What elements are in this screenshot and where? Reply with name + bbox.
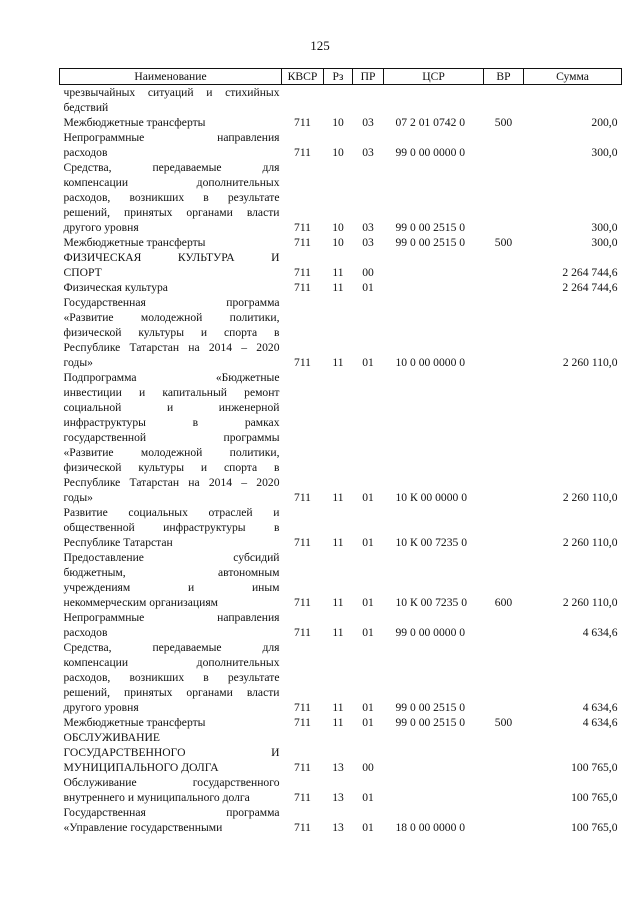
- table-row: [60, 250, 622, 280]
- row-vr: 500: [494, 716, 513, 729]
- row-vr: [484, 280, 524, 295]
- row-name: [60, 730, 282, 775]
- row-pr: 01: [362, 491, 374, 504]
- row-name-line: общественной инфраструктуры в: [63, 521, 280, 534]
- row-name-line: годы»: [63, 356, 93, 369]
- row-name-line: Государственная программа: [63, 296, 280, 309]
- row-sum: 2 260 110,0: [562, 536, 618, 549]
- table-row: [60, 280, 622, 295]
- table-row: [60, 160, 622, 235]
- table-row: [60, 775, 622, 805]
- row-rz: 10: [332, 116, 344, 129]
- row-kvsr: 711: [294, 266, 311, 279]
- row-name-line: Развитие социальных отраслей и: [63, 506, 280, 519]
- row-vr: [484, 370, 524, 505]
- row-name: [60, 715, 282, 730]
- table-header-row: [60, 69, 622, 85]
- row-csr: [384, 775, 484, 805]
- row-rz: 11: [332, 596, 344, 609]
- row-kvsr: 711: [294, 536, 311, 549]
- row-rz: 11: [332, 716, 344, 729]
- row-name-line: Межбюджетные трансферты: [63, 716, 206, 729]
- table-row: [60, 505, 622, 550]
- budget-table: [59, 68, 622, 835]
- row-vr: [484, 610, 524, 640]
- header-kvsr: КВСР: [282, 69, 324, 85]
- row-name-line: Предоставление субсидий: [63, 551, 280, 564]
- row-csr: 99 0 00 0000 0: [395, 146, 466, 159]
- row-name-line: МУНИЦИПАЛЬНОГО ДОЛГА: [63, 761, 219, 774]
- row-name-line: «Развитие молодежной политики,: [63, 446, 280, 459]
- row-rz: 13: [332, 821, 344, 834]
- row-sum: 300,0: [591, 221, 618, 234]
- row-name-line: Республике Татарстан: [63, 536, 173, 549]
- row-rz: 10: [332, 236, 344, 249]
- row-vr: [484, 505, 524, 550]
- header-pr: ПР: [353, 69, 384, 85]
- row-sum: 200,0: [591, 116, 618, 129]
- row-csr: [384, 730, 484, 775]
- row-sum: 300,0: [591, 236, 618, 249]
- header-sum: Сумма: [524, 69, 622, 85]
- row-csr: 07 2 01 0742 0: [395, 116, 466, 129]
- row-name-line: Подпрограмма «Бюджетные: [63, 371, 280, 384]
- table-row: [60, 550, 622, 610]
- row-name-line: бюджетным, автономным: [63, 566, 280, 579]
- header-vr: ВР: [484, 69, 524, 85]
- row-pr: 03: [362, 236, 374, 249]
- table-row: [60, 235, 622, 250]
- row-sum: 100 765,0: [571, 761, 618, 774]
- row-pr: 01: [362, 821, 374, 834]
- row-name-line: ГОСУДАРСТВЕННОГО И: [63, 746, 280, 759]
- table-row: [60, 370, 622, 505]
- row-name-line: годы»: [63, 491, 93, 504]
- row-name-line: Государственная программа: [63, 806, 280, 819]
- row-csr: 99 0 00 2515 0: [395, 701, 466, 714]
- row-rz: 13: [332, 761, 344, 774]
- row-sum: 100 765,0: [571, 791, 618, 804]
- row-name-line: физической культуры и спорта в: [63, 461, 280, 474]
- row-csr: [384, 280, 484, 295]
- table-row: [60, 295, 622, 370]
- row-name: [60, 805, 282, 835]
- row-name-line: другого уровня: [63, 221, 139, 234]
- row-vr: 500: [494, 116, 513, 129]
- row-rz: 11: [332, 536, 344, 549]
- row-kvsr: 711: [294, 491, 311, 504]
- row-csr: 99 0 00 2515 0: [395, 236, 466, 249]
- row-csr: 10 0 00 0000 0: [395, 356, 466, 369]
- row-kvsr: 711: [294, 596, 311, 609]
- row-kvsr: 711: [294, 716, 311, 729]
- row-name-line: СПОРТ: [63, 266, 102, 279]
- row-csr: 10 К 00 7235 0: [395, 596, 467, 609]
- row-kvsr: 711: [294, 221, 311, 234]
- row-name-line: ФИЗИЧЕСКАЯ КУЛЬТУРА И: [63, 251, 280, 264]
- row-kvsr: 711: [294, 626, 311, 639]
- row-sum: 2 260 110,0: [562, 356, 618, 369]
- row-name: [60, 775, 282, 805]
- row-name-line: Обслуживание государственного: [63, 776, 280, 789]
- row-sum: [524, 85, 622, 116]
- row-rz: 13: [332, 791, 344, 804]
- row-name-line: расходов: [63, 146, 108, 159]
- row-name-line: Физическая культура: [63, 281, 168, 294]
- row-name-line: решений, принятых органами власти: [63, 206, 280, 219]
- row-pr: 01: [362, 716, 374, 729]
- row-name: [60, 130, 282, 160]
- row-rz: 11: [332, 626, 344, 639]
- row-name-line: решений, принятых органами власти: [63, 686, 280, 699]
- row-vr: [484, 295, 524, 370]
- row-csr: 10 К 00 7235 0: [395, 536, 467, 549]
- row-vr: [484, 130, 524, 160]
- row-pr: 00: [362, 761, 374, 774]
- row-name: [60, 115, 282, 130]
- row-name: [60, 610, 282, 640]
- row-sum: 4 634,6: [582, 701, 618, 714]
- row-pr: [353, 85, 384, 116]
- row-pr: 01: [362, 701, 374, 714]
- row-name: [60, 370, 282, 505]
- row-csr: 10 К 00 0000 0: [395, 491, 467, 504]
- row-pr: 03: [362, 116, 374, 129]
- row-name: [60, 550, 282, 610]
- row-sum: 2 260 110,0: [562, 491, 618, 504]
- row-rz: 11: [332, 266, 344, 279]
- row-name-line: ОБСЛУЖИВАНИЕ: [63, 731, 160, 744]
- row-name-line: инвестиции и капитальный ремонт: [63, 386, 280, 399]
- row-csr: 18 0 00 0000 0: [395, 821, 466, 834]
- row-name-line: бедствий: [63, 101, 109, 114]
- header-rz: Рз: [324, 69, 353, 85]
- table-row: [60, 730, 622, 775]
- row-name-line: компенсации дополнительных: [63, 656, 280, 669]
- row-name-line: расходов: [63, 626, 108, 639]
- row-vr: [484, 250, 524, 280]
- row-name: [60, 160, 282, 235]
- row-name: [60, 85, 282, 116]
- row-rz: 11: [332, 356, 344, 369]
- row-csr: [384, 85, 484, 116]
- row-vr: [484, 775, 524, 805]
- table-row: [60, 715, 622, 730]
- row-kvsr: 711: [294, 791, 311, 804]
- row-vr: 500: [494, 236, 513, 249]
- header-name: Наименование: [60, 69, 282, 85]
- row-csr: 99 0 00 2515 0: [395, 716, 466, 729]
- row-kvsr: 711: [294, 761, 311, 774]
- row-pr: 01: [362, 536, 374, 549]
- table-row: [60, 610, 622, 640]
- row-sum: 4 634,6: [582, 716, 618, 729]
- row-sum: 2 260 110,0: [562, 596, 618, 609]
- row-name-line: Республике Татарстан на 2014 – 2020: [63, 476, 280, 489]
- row-vr: [484, 730, 524, 775]
- page-number: 125: [310, 38, 330, 53]
- row-name-line: Средства, передаваемые для: [63, 641, 280, 654]
- row-pr: 01: [362, 596, 374, 609]
- row-kvsr: 711: [294, 281, 311, 294]
- row-sum: 4 634,6: [582, 626, 618, 639]
- row-name-line: Непрограммные направления: [63, 611, 280, 624]
- row-name-line: физической культуры и спорта в: [63, 326, 280, 339]
- row-name-line: компенсации дополнительных: [63, 176, 280, 189]
- row-name-line: Межбюджетные трансферты: [63, 116, 206, 129]
- row-vr: [484, 640, 524, 715]
- row-vr: [484, 805, 524, 835]
- row-name: [60, 505, 282, 550]
- row-pr: 03: [362, 221, 374, 234]
- table-row: [60, 130, 622, 160]
- row-pr: 01: [362, 626, 374, 639]
- row-kvsr: 711: [294, 146, 311, 159]
- table-row: [60, 805, 622, 835]
- row-name-line: Непрограммные направления: [63, 131, 280, 144]
- row-vr: [484, 160, 524, 235]
- row-name-line: расходов, возникших в результате: [63, 671, 280, 684]
- row-kvsr: 711: [294, 821, 311, 834]
- row-name-line: чрезвычайных ситуаций и стихийных: [63, 86, 280, 99]
- row-name-line: «Управление государственными: [63, 821, 223, 834]
- row-name-line: внутреннего и муниципального долга: [63, 791, 250, 804]
- row-name-line: инфраструктуры в рамках: [63, 416, 280, 429]
- row-rz: 11: [332, 701, 344, 714]
- table-row: [60, 85, 622, 116]
- row-kvsr: 711: [294, 116, 311, 129]
- row-name: [60, 250, 282, 280]
- row-pr: 01: [362, 356, 374, 369]
- header-csr: ЦСР: [384, 69, 484, 85]
- row-pr: 03: [362, 146, 374, 159]
- row-name: [60, 295, 282, 370]
- row-csr: 99 0 00 0000 0: [395, 626, 466, 639]
- row-rz: 10: [332, 146, 344, 159]
- table-row: [60, 640, 622, 715]
- table-row: [60, 115, 622, 130]
- row-name-line: государственной программы: [63, 431, 280, 444]
- row-kvsr: [282, 85, 324, 116]
- row-kvsr: 711: [294, 701, 311, 714]
- row-kvsr: 711: [294, 356, 311, 369]
- row-name-line: некоммерческим организациям: [63, 596, 218, 609]
- row-pr: 01: [362, 791, 374, 804]
- row-sum: 100 765,0: [571, 821, 618, 834]
- row-name-line: Средства, передаваемые для: [63, 161, 280, 174]
- row-kvsr: 711: [294, 236, 311, 249]
- row-name-line: Межбюджетные трансферты: [63, 236, 206, 249]
- row-name-line: другого уровня: [63, 701, 139, 714]
- row-sum: 300,0: [591, 146, 618, 159]
- row-pr: 00: [362, 266, 374, 279]
- row-name-line: Республике Татарстан на 2014 – 2020: [63, 341, 280, 354]
- row-rz: 11: [332, 491, 344, 504]
- row-vr: 600: [494, 596, 513, 609]
- row-csr: [384, 250, 484, 280]
- row-name-line: учреждениям и иным: [63, 581, 280, 594]
- row-name: [60, 280, 282, 295]
- row-rz: 11: [332, 281, 344, 294]
- row-name-line: «Развитие молодежной политики,: [63, 311, 280, 324]
- row-name: [60, 640, 282, 715]
- row-csr: 99 0 00 2515 0: [395, 221, 466, 234]
- row-vr: [484, 85, 524, 116]
- row-rz: [324, 85, 353, 116]
- row-sum: 2 264 744,6: [562, 266, 618, 279]
- table-body: [60, 85, 622, 836]
- row-name-line: социальной и инженерной: [63, 401, 280, 414]
- row-pr: 01: [362, 281, 374, 294]
- row-name-line: расходов, возникших в результате: [63, 191, 280, 204]
- row-sum: 2 264 744,6: [562, 281, 618, 294]
- row-name: [60, 235, 282, 250]
- row-rz: 10: [332, 221, 344, 234]
